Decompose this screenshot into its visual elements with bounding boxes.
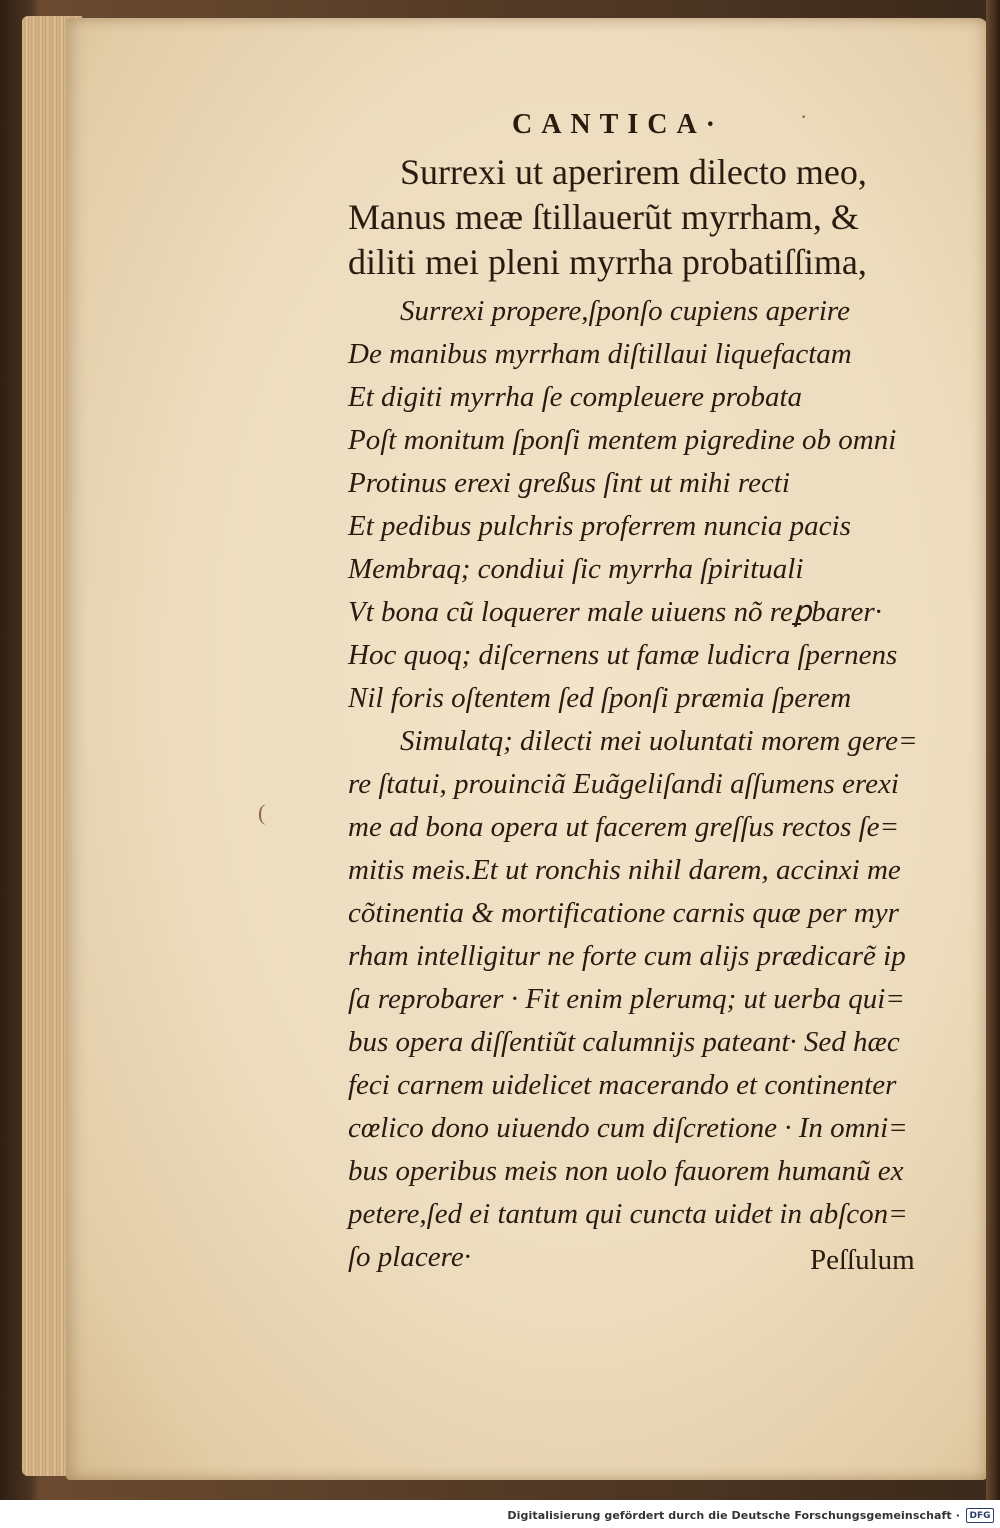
poem-line: Membraq; condiui ſic myrrha ſpirituali [348, 553, 804, 585]
footer-strip [0, 1500, 1000, 1528]
prose-line: cõtinentia & mortificatione carnis quæ per myr [348, 897, 899, 929]
prose-commentary [348, 721, 948, 1278]
prose-line: bus operibus meis non uolo fauorem humanũ ex [348, 1155, 904, 1187]
running-head: CANTICA· [511, 109, 724, 140]
prose-line: re ſtatui, prouinciã Euãgeliſandi aſſumens erexi [348, 768, 899, 800]
dfg-logo: DFG [966, 1508, 994, 1523]
prose-line: me ad bona opera ut facerem greſſus rectos ſe= [348, 811, 900, 843]
prose-line: ſo placere· [348, 1241, 471, 1273]
poem-line: Protinus erexi greßus ſint ut mihi recti [348, 467, 790, 499]
verse-line: Surrexi ut aperirem dilecto meo, [400, 152, 867, 192]
prose-line: feci carnem uidelicet macerando et continenter [348, 1069, 897, 1101]
margin-mark: ( [258, 800, 266, 825]
poem-line: Nil foris oſtentem ſed ſponſi præmia ſperem [348, 682, 852, 714]
prose-line: rham intelligitur ne forte cum alijs prædicarẽ ip [348, 940, 906, 972]
text-block [348, 100, 948, 1278]
margin-mark: · [800, 104, 808, 129]
right-page-edge [986, 0, 1000, 1528]
poem-line: Hoc quoq; diſcernens ut famæ ludicra ſpernens [348, 639, 898, 671]
verse-line: Manus meæ ſtillauerũt myrrham, & [348, 197, 859, 237]
prose-line: ſa reprobarer · Fit enim plerumq; ut uerba qui= [348, 983, 905, 1015]
poem-line: Et digiti myrrha ſe compleuere probata [348, 381, 803, 413]
poem-line: Et pedibus pulchris proferrem nuncia pacis [348, 510, 851, 542]
prose-line: bus opera diſſentiũt calumnijs pateant· Sed hæc [348, 1026, 900, 1058]
prose-line: petere,ſed ei tantum qui cuncta uidet in abſcon= [348, 1198, 908, 1230]
catchword: Peſſulum [810, 1244, 915, 1276]
verse-line: diliti mei pleni myrrha probatiſſima, [348, 242, 867, 282]
prose-line: cœlico dono uiuendo cum diſcretione · In omni= [348, 1112, 908, 1144]
funding-note: Digitalisierung gefördert durch die Deutsche Forschungsgemeinschaft · [507, 1509, 960, 1522]
prose-line: Simulatq; dilecti mei uoluntati morem gere= [400, 725, 918, 757]
prose-line: mitis meis.Et ut ronchis nihil darem, accinxi me [348, 854, 901, 886]
verse [348, 150, 948, 285]
poem-line: Vt bona cũ loquerer male uiuens nõ reꝑbarer· [348, 596, 882, 628]
poem-line: Surrexi propere,ſponſo cupiens aperire [400, 295, 850, 327]
poem-line: De manibus myrrham diſtillaui liquefactam [348, 338, 852, 370]
poem [348, 291, 948, 719]
poem-line: Poſt monitum ſponſi mentem pigredine ob omni [348, 424, 897, 456]
